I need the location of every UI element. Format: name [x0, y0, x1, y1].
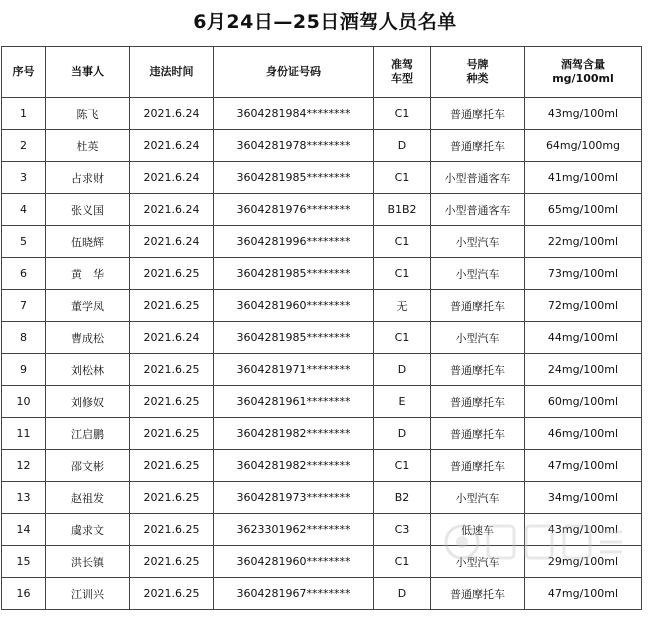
cell-date: 2021.6.25 [130, 578, 214, 610]
cell-name: 曹成松 [46, 322, 130, 354]
cell-license-class: C1 [374, 546, 431, 578]
cell-license-class: D [374, 578, 431, 610]
cell-date: 2021.6.25 [130, 482, 214, 514]
table-row [2, 546, 642, 578]
cell-plate-type: 普通摩托车 [431, 450, 525, 482]
cell-no: 4 [2, 194, 46, 226]
cell-id-number: 3604281960******** [214, 546, 374, 578]
header-license-line1: 准驾 [391, 58, 413, 71]
cell-name: 虞求文 [46, 514, 130, 546]
header-plate-line1: 号牌 [466, 58, 489, 71]
cell-date: 2021.6.24 [130, 322, 214, 354]
cell-alcohol-content: 47mg/100ml [525, 578, 642, 610]
cell-id-number: 3604281985******** [214, 162, 374, 194]
cell-license-class: C1 [374, 450, 431, 482]
cell-plate-type: 普通摩托车 [431, 98, 525, 130]
table-row [2, 514, 642, 546]
cell-id-number: 3604281982******** [214, 450, 374, 482]
cell-alcohol-content: 46mg/100ml [525, 418, 642, 450]
cell-alcohol-content: 34mg/100ml [525, 482, 642, 514]
cell-id-number: 3604281985******** [214, 258, 374, 290]
cell-no: 12 [2, 450, 46, 482]
table-row [2, 418, 642, 450]
table-body [2, 98, 642, 610]
table-row [2, 162, 642, 194]
cell-plate-type: 小型汽车 [431, 322, 525, 354]
cell-no: 8 [2, 322, 46, 354]
table-row [2, 290, 642, 322]
cell-id-number: 3604281985******** [214, 322, 374, 354]
table-row [2, 130, 642, 162]
cell-alcohol-content: 44mg/100ml [525, 322, 642, 354]
cell-date: 2021.6.25 [130, 450, 214, 482]
cell-date: 2021.6.25 [130, 258, 214, 290]
cell-no: 13 [2, 482, 46, 514]
cell-no: 14 [2, 514, 46, 546]
cell-date: 2021.6.25 [130, 354, 214, 386]
table-header [2, 47, 642, 98]
cell-name: 伍晓辉 [46, 226, 130, 258]
cell-date: 2021.6.25 [130, 386, 214, 418]
cell-date: 2021.6.25 [130, 546, 214, 578]
cell-license-class: C3 [374, 514, 431, 546]
cell-alcohol-content: 60mg/100ml [525, 386, 642, 418]
cell-plate-type: 小型汽车 [431, 258, 525, 290]
cell-no: 1 [2, 98, 46, 130]
document-title: 6月24日—25日酒驾人员名单 [193, 11, 457, 33]
cell-plate-type: 小型普通客车 [431, 194, 525, 226]
cell-license-class: C1 [374, 226, 431, 258]
cell-license-class: D [374, 418, 431, 450]
table-row [2, 226, 642, 258]
cell-name: 占求财 [46, 162, 130, 194]
cell-name: 黄 华 [46, 258, 130, 290]
cell-no: 11 [2, 418, 46, 450]
cell-plate-type: 普通摩托车 [431, 290, 525, 322]
cell-plate-type: 低速车 [431, 514, 525, 546]
cell-name: 江启鹏 [46, 418, 130, 450]
header-alcohol [525, 47, 642, 98]
cell-alcohol-content: 29mg/100ml [525, 546, 642, 578]
cell-license-class: D [374, 130, 431, 162]
cell-alcohol-content: 43mg/100ml [525, 98, 642, 130]
cell-alcohol-content: 47mg/100ml [525, 450, 642, 482]
cell-alcohol-content: 64mg/100mg [525, 130, 642, 162]
header-id: 身份证号码 [214, 47, 374, 98]
cell-date: 2021.6.25 [130, 418, 214, 450]
table-row [2, 322, 642, 354]
cell-name: 张义国 [46, 194, 130, 226]
cell-no: 16 [2, 578, 46, 610]
cell-date: 2021.6.24 [130, 98, 214, 130]
cell-id-number: 3604281996******** [214, 226, 374, 258]
cell-alcohol-content: 41mg/100ml [525, 162, 642, 194]
cell-plate-type: 普通摩托车 [431, 386, 525, 418]
cell-plate-type: 普通摩托车 [431, 130, 525, 162]
table-row [2, 386, 642, 418]
cell-no: 6 [2, 258, 46, 290]
cell-license-class: C1 [374, 162, 431, 194]
cell-no: 10 [2, 386, 46, 418]
cell-date: 2021.6.24 [130, 162, 214, 194]
cell-no: 3 [2, 162, 46, 194]
cell-id-number: 3604281973******** [214, 482, 374, 514]
cell-plate-type: 小型汽车 [431, 546, 525, 578]
cell-name: 陈飞 [46, 98, 130, 130]
cell-id-number: 3604281982******** [214, 418, 374, 450]
cell-date: 2021.6.24 [130, 226, 214, 258]
cell-plate-type: 小型普通客车 [431, 162, 525, 194]
cell-no: 15 [2, 546, 46, 578]
cell-plate-type: 小型汽车 [431, 482, 525, 514]
cell-no: 2 [2, 130, 46, 162]
cell-license-class: C1 [374, 322, 431, 354]
cell-date: 2021.6.24 [130, 130, 214, 162]
cell-plate-type: 普通摩托车 [431, 418, 525, 450]
cell-id-number: 3623301962******** [214, 514, 374, 546]
cell-id-number: 3604281976******** [214, 194, 374, 226]
cell-name: 邵文彬 [46, 450, 130, 482]
cell-name: 刘修奴 [46, 386, 130, 418]
table-row [2, 354, 642, 386]
cell-id-number: 3604281967******** [214, 578, 374, 610]
table-row [2, 98, 642, 130]
cell-no: 5 [2, 226, 46, 258]
table-row [2, 194, 642, 226]
cell-alcohol-content: 65mg/100ml [525, 194, 642, 226]
cell-name: 江训兴 [46, 578, 130, 610]
cell-id-number: 3604281984******** [214, 98, 374, 130]
cell-date: 2021.6.24 [130, 194, 214, 226]
cell-alcohol-content: 22mg/100ml [525, 226, 642, 258]
table-row [2, 258, 642, 290]
cell-license-class: E [374, 386, 431, 418]
cell-license-class: B1B2 [374, 194, 431, 226]
cell-plate-type: 普通摩托车 [431, 354, 525, 386]
cell-no: 7 [2, 290, 46, 322]
drunk-driving-roster-table [1, 46, 642, 610]
cell-alcohol-content: 72mg/100ml [525, 290, 642, 322]
cell-name: 董学凤 [46, 290, 130, 322]
header-row [2, 47, 642, 98]
cell-plate-type: 普通摩托车 [431, 578, 525, 610]
table-row [2, 578, 642, 610]
header-license [374, 47, 431, 98]
cell-date: 2021.6.25 [130, 290, 214, 322]
cell-license-class: C1 [374, 258, 431, 290]
cell-name: 赵祖发 [46, 482, 130, 514]
cell-no: 9 [2, 354, 46, 386]
cell-plate-type: 小型汽车 [431, 226, 525, 258]
cell-license-class: D [374, 354, 431, 386]
header-no: 序号 [2, 47, 46, 98]
header-license-line2: 车型 [391, 72, 413, 85]
cell-id-number: 3604281961******** [214, 386, 374, 418]
header-name: 当事人 [46, 47, 130, 98]
header-alcohol-line1: 酒驾含量 [561, 58, 605, 71]
cell-license-class: B2 [374, 482, 431, 514]
cell-name: 杜英 [46, 130, 130, 162]
cell-license-class: C1 [374, 98, 431, 130]
cell-license-class: 无 [374, 290, 431, 322]
header-plate [431, 47, 525, 98]
header-plate-line2: 种类 [466, 72, 489, 85]
cell-id-number: 3604281971******** [214, 354, 374, 386]
table-row [2, 450, 642, 482]
cell-id-number: 3604281960******** [214, 290, 374, 322]
header-alcohol-line2: mg/100ml [552, 72, 614, 85]
cell-alcohol-content: 24mg/100ml [525, 354, 642, 386]
table-row [2, 482, 642, 514]
cell-date: 2021.6.25 [130, 514, 214, 546]
cell-alcohol-content: 43mg/100ml [525, 514, 642, 546]
header-date: 违法时间 [130, 47, 214, 98]
cell-name: 洪长镇 [46, 546, 130, 578]
cell-id-number: 3604281978******** [214, 130, 374, 162]
cell-alcohol-content: 73mg/100ml [525, 258, 642, 290]
cell-name: 刘松林 [46, 354, 130, 386]
